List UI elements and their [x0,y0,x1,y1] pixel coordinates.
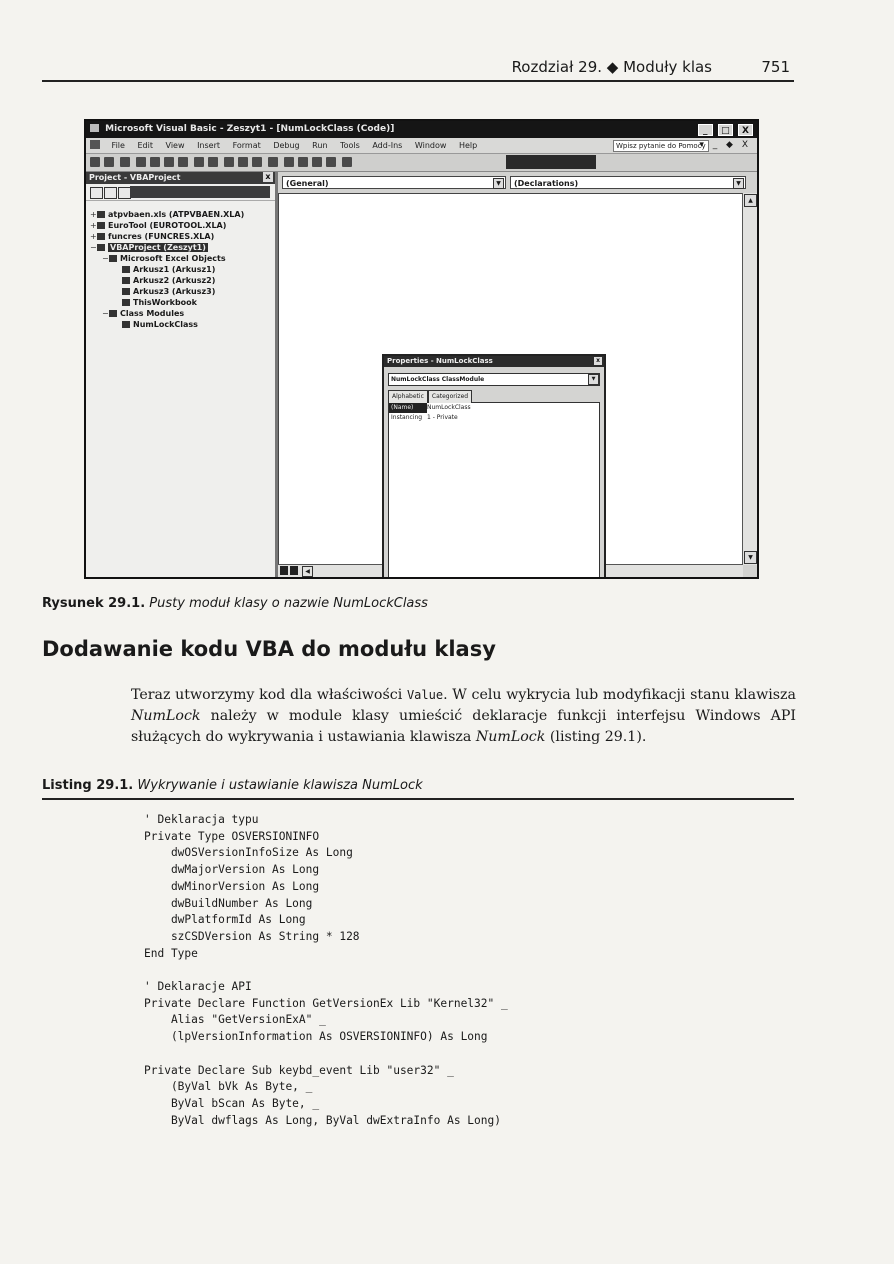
sheet-icon [122,266,130,273]
vbe-window-title: Microsoft Visual Basic - Zeszyt1 - [NumLockClass (Code)] [105,124,395,134]
project-explorer-title [86,172,275,184]
menu-format[interactable]: Format [232,141,261,150]
property-row[interactable] [389,413,599,423]
project-explorer-icon[interactable] [284,157,294,167]
scroll-left-icon[interactable]: ◀ [302,566,313,577]
paragraph-text: (listing 29.1). [545,729,647,745]
chevron-down-icon[interactable]: ▼ [733,178,744,189]
properties-object-value: NumLockClass ClassModule [391,376,485,383]
procedure-combo[interactable] [510,176,746,189]
properties-object-combo[interactable] [388,373,600,386]
expand-icon[interactable]: + [90,221,97,230]
toolbar-status-area [506,155,596,169]
collapse-icon[interactable]: − [102,309,109,318]
copy-icon[interactable] [150,157,160,167]
tree-node-label: Arkusz2 (Arkusz2) [133,276,216,285]
tree-node-label: NumLockClass [133,320,198,329]
figure-label: Rysunek 29.1. [42,596,146,611]
properties-title [384,356,604,367]
collapse-icon[interactable]: − [90,243,97,252]
tree-node-label: Arkusz1 (Arkusz1) [133,265,216,274]
view-code-icon[interactable] [90,187,103,199]
menu-run[interactable]: Run [312,141,328,150]
break-icon[interactable] [238,157,248,167]
project-explorer [86,172,278,577]
document-icon [90,140,100,149]
toolbox-icon[interactable] [326,157,336,167]
tree-node-label: funcres (FUNCRES.XLA) [108,232,215,241]
tree-node-vbaproject[interactable] [86,242,275,253]
tab-alphabetic[interactable]: Alphabetic [388,390,428,403]
cut-icon[interactable] [136,157,146,167]
menu-tools[interactable]: Tools [340,141,360,150]
folder-icon [109,255,117,262]
tree-node-label: Arkusz3 (Arkusz3) [133,287,216,296]
emphasis: NumLock [131,708,201,724]
chevron-down-icon[interactable]: ▼ [493,178,504,189]
tab-categorized[interactable]: Categorized [428,390,472,403]
menu-edit[interactable]: Edit [137,141,153,150]
tree-node-funcres[interactable] [86,231,275,242]
vbe-menubar [86,138,757,154]
expand-icon[interactable]: + [90,232,97,241]
tree-node-thisworkbook[interactable] [86,297,275,308]
collapse-icon[interactable]: − [102,254,109,263]
tree-node-label: atpvbaen.xls (ATPVBAEN.XLA) [108,210,245,219]
menu-insert[interactable]: Insert [197,141,221,150]
sheet-icon [122,288,130,295]
property-value[interactable]: NumLockClass [427,404,471,411]
object-combo[interactable] [282,176,506,189]
chapter-title: Rozdział 29. ◆ Moduły klas [511,58,712,76]
view-excel-icon[interactable] [90,157,100,167]
tree-node-eurotool[interactable] [86,220,275,231]
listing-caption [42,778,794,800]
property-value[interactable]: 1 - Private [427,414,458,421]
project-tree [86,201,275,330]
minimize-button[interactable]: _ [698,124,713,136]
vba-project-icon [97,222,105,229]
property-row[interactable] [389,403,599,413]
listing-label: Listing 29.1. [42,778,134,793]
section-heading: Dodawanie kodu VBA do modułu klasy [42,637,496,661]
maximize-button[interactable]: □ [718,124,733,136]
vbe-titlebar [86,121,757,138]
procedure-view-icon[interactable] [280,566,288,575]
help-icon[interactable] [342,157,352,167]
menu-view[interactable]: View [165,141,185,150]
scroll-up-icon[interactable]: ▲ [744,194,757,207]
properties-title-text: Properties - NumLockClass [387,357,493,365]
tree-node-numlockclass[interactable] [86,319,275,330]
menu-window[interactable]: Window [414,141,447,150]
project-explorer-toolbar [86,184,275,201]
class-module-icon [122,321,130,328]
project-toolbar-highlight [130,186,270,198]
tree-node-arkusz1[interactable] [86,264,275,275]
vertical-scrollbar[interactable] [742,193,757,565]
insert-module-icon[interactable] [104,157,114,167]
page-number: 751 [761,58,790,76]
listing-title: Wykrywanie i ustawianie klawisza NumLock [137,778,423,793]
close-properties-icon[interactable]: x [594,357,602,365]
tree-node-arkusz3[interactable] [86,286,275,297]
paragraph-text: Teraz utworzymy kod dla właściwości [131,687,407,703]
figure-caption [42,596,802,611]
code-listing: ' Deklaracja typu Private Type OSVERSIONINFO dwOSVersionInfoSize As Long dwMajorVersion As Long dwMinorVersion As Long dwBuildNumber As Long dwPlatformId As Long szCSDVersion As String * 128 End Type ' Deklaracje API Private Declare Function GetVersionEx Lib "Kernel32" _ Alias "GetVersionExA" _ (lpVersionInformation As OSVERSIONINFO) As Long Private Declare Sub keybd_event Lib "user32" _ (ByVal bVk As Byte, _ ByVal bScan As Byte, _ ByVal dwflags As Long, ByVal dwExtraInfo As Long) [144,813,508,1127]
tree-node-class-modules[interactable] [86,308,275,319]
vbe-screenshot [84,119,759,579]
figure-text: Pusty moduł klasy o nazwie NumLockClass [149,596,428,611]
run-icon[interactable] [224,157,234,167]
menu-debug[interactable]: Debug [273,141,300,150]
inline-code: Value [406,688,444,702]
menu-addins[interactable]: Add-Ins [372,141,403,150]
expand-icon[interactable]: + [90,210,97,219]
sheet-icon [122,277,130,284]
running-header [42,58,794,82]
scroll-down-icon[interactable]: ▼ [744,551,757,564]
tree-node-excel-objects[interactable] [86,253,275,264]
chevron-down-icon[interactable]: ▼ [588,374,599,385]
vbe-toolbar [86,154,757,172]
find-icon[interactable] [178,157,188,167]
tree-node-label: Class Modules [120,309,185,318]
redo-icon[interactable] [208,157,218,167]
help-question-input[interactable]: Wpisz pytanie do Pomocy [613,140,709,152]
close-button[interactable]: X [738,124,753,136]
document-window-controls[interactable]: ▾ _ ◆ X [699,140,751,150]
menu-help[interactable]: Help [458,141,478,150]
tree-node-atpvbaen[interactable] [86,209,275,220]
vba-project-icon [97,244,105,251]
view-object-icon[interactable] [104,187,117,199]
tree-node-label: VBAProject (Zeszyt1) [110,243,206,252]
properties-window-icon[interactable] [298,157,308,167]
object-combo-value: (General) [286,179,329,188]
project-explorer-title-text: Project - VBAProject [89,173,181,182]
workbook-icon [122,299,130,306]
properties-tabs [388,390,600,402]
tree-node-arkusz2[interactable] [86,275,275,286]
paragraph-text: . W celu wykrycia lub modyfikacji stanu klawisza [443,687,796,703]
vba-project-icon [97,211,105,218]
folder-icon [109,310,117,317]
tree-node-label: Microsoft Excel Objects [120,254,226,263]
paragraph-text: należy w module klasy umieścić deklaracje funkcji interfejsu Windows API służących do wykrywania i ustawiania klawisza [131,708,796,745]
full-module-view-icon[interactable] [290,566,298,575]
design-mode-icon[interactable] [268,157,278,167]
vbe-app-icon [90,124,99,132]
object-browser-icon[interactable] [312,157,322,167]
property-key: Instancing [391,414,423,421]
save-icon[interactable] [120,157,130,167]
properties-grid [388,402,600,579]
tree-node-label: ThisWorkbook [133,298,197,307]
close-project-icon[interactable]: x [263,172,273,182]
undo-icon[interactable] [194,157,204,167]
body-paragraph [131,685,796,748]
vba-project-icon [97,233,105,240]
tree-node-label: EuroTool (EUROTOOL.XLA) [108,221,227,230]
procedure-combo-value: (Declarations) [514,179,579,188]
properties-window [382,354,606,579]
property-key: (Name) [389,403,427,413]
menu-file[interactable]: File [111,141,125,150]
paste-icon[interactable] [164,157,174,167]
reset-icon[interactable] [252,157,262,167]
emphasis: NumLock [475,729,546,745]
